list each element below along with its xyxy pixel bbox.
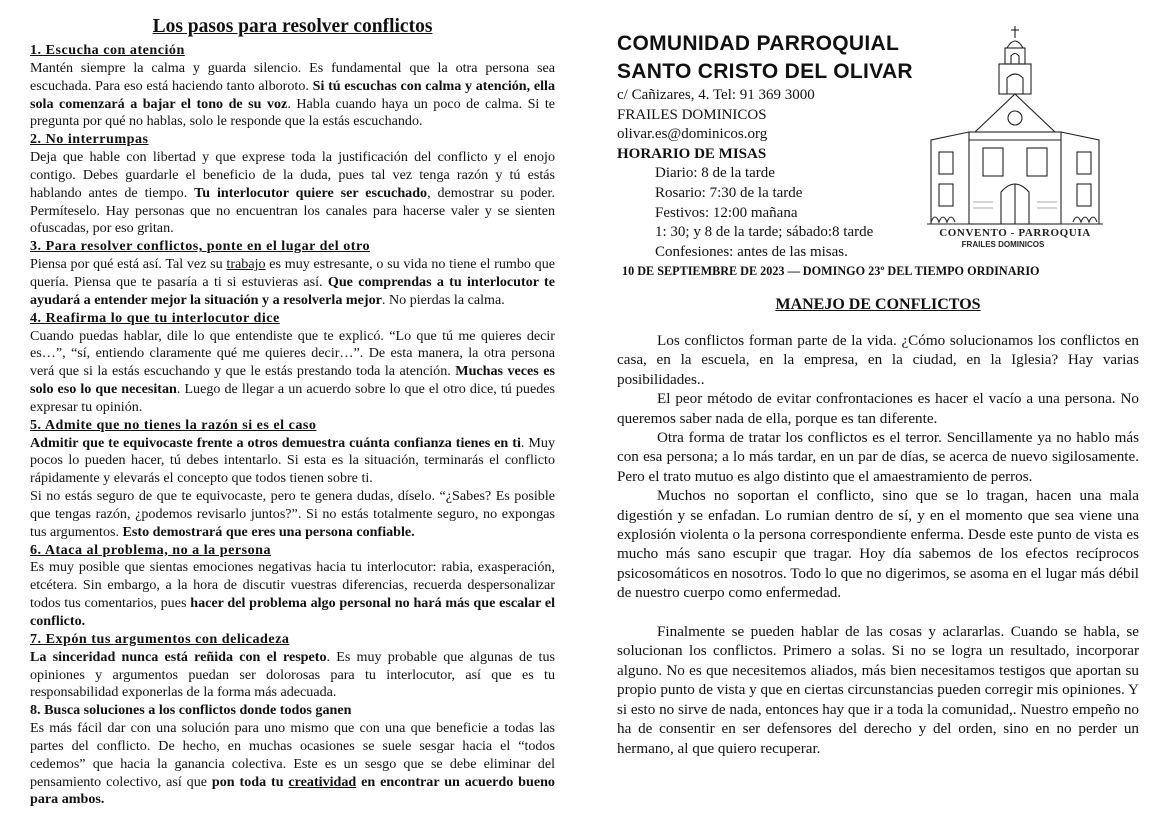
mass-schedule-item: Festivos: 12:00 mañana	[655, 204, 798, 221]
page-title: Los pasos para resolver conflictos	[152, 16, 433, 37]
parish-info	[617, 86, 917, 262]
step-4-text: Cuando puedas hablar, dile lo que entendiste que te explicó. “Lo que tú me quieres decir es…”, “sí, entiendo claramente qué me quieres decir…”. De esta manera, la otra persona verá que si la estás escuchando y que le estás prestando toda la atención. Muchas veces es solo eso lo que necesitan. Luego de llegar a un acuerdo sobre lo que el otro dice, tú puedes expresar tu opinión.	[30, 327, 555, 415]
step-8-heading: 8. Busca soluciones a los conflictos donde todos ganen	[30, 702, 352, 719]
step-4-heading: 4. Reafirma lo que tu interlocutor dice	[30, 309, 280, 326]
step-3-text: Piensa por qué está así. Tal vez su trabajo es muy estresante, o su vida no tiene el rumbo que quería. Piensa que te pasaría a ti si estuvieras así. Que comprendas a tu interlocutor te ayudará a entender mejor la situación y a resolverla mejor. No pierdas la calma.	[30, 256, 555, 308]
step-3-heading: 3. Para resolver conflictos, ponte en el lugar del otro	[30, 238, 370, 255]
step-7-text: La sinceridad nunca está reñida con el respeto. Es muy probable que algunas de tus opiniones y argumentos puedan ser dolorosas para tu interlocutor, así que es tu responsabilidad exponerlas de la forma más adecuada.	[30, 648, 555, 701]
article-paragraph: Los conflictos forman parte de la vida. ¿Cómo solucionamos los conflictos en casa, en la escuela, en la empresa, en la ciudad, en la Iglesia? Hay varias posibilidades..	[617, 332, 1139, 388]
step-2-heading: 2. No interrumpas	[30, 131, 149, 148]
step-7-heading: 7. Expón tus argumentos con delicadeza	[30, 630, 290, 647]
trabajo-link[interactable]: trabajo	[226, 256, 266, 273]
church-caption-2: FRAILES DOMINICOS	[961, 240, 1045, 249]
church-caption-1: CONVENTO - PARROQUIA	[939, 227, 1091, 239]
step-5-heading: 5. Admite que no tienes la razón si es el caso	[30, 416, 317, 433]
mass-schedule-item: Confesiones: antes de las misas.	[655, 243, 848, 260]
step-1-text: Mantén siempre la calma y guarda silencio. Es fundamental que la otra persona sea escuchada. Para eso está haciendo tanto alboroto. Si tú escuchas con calma y atención, ella sola comenzará a bajar el tono de su voz. Habla cuando haya un poco de calma. Si te pregunta por qué no hablas, solo le responde que la estás escuchando.	[30, 59, 555, 130]
step-1-heading: 1. Escucha con atención	[30, 42, 185, 58]
steps-list	[30, 42, 555, 809]
mass-schedule-title: HORARIO DE MISAS	[617, 145, 767, 162]
liturgical-date: 10 DE SEPTIEMBRE DE 2023 — DOMINGO 23º DEL TIEMPO ORDINARIO	[622, 264, 1040, 278]
step-5-text: Admitir que te equivocaste frente a otros demuestra cuánta confianza tienes en ti. Muy pocos lo pueden hacer, tú debes intentarlo. Si esta es la situación, terminarás el conflicto rápidamente y elevarás el concepto que todos tienen sobre ti.	[30, 434, 555, 487]
parish-address: c/ Cañizares, 4. Tel: 91 369 3000	[617, 87, 815, 103]
parish-name-line-1: COMUNIDAD PARROQUIAL	[617, 32, 900, 55]
article-paragraph: Muchos no soportan el conflicto, sino que se lo tragan, hacen una mala digestión y se enfadan. Lo rumian dentro de sí, y en el momento que sea viene una explosión violenta o la persona correspondiente enferma. Desde este punto de vista es mucho más sano escupir que tragar. Hoy día sabemos de los efectos recíprocos psicosomáticos en nosotros. Todo lo que no digerimos, se asoma en el lugar más débil de nuestro cuerpo como enfermedad.	[617, 487, 1139, 602]
left-page	[30, 0, 555, 826]
step-6-text: Es muy posible que sientas emociones negativas hacia tu interlocutor: rabia, exasperación, etcétera. Sin embargo, a la hora de discutir vuestras diferencias, recuerda despersonalizar todos tus comentarios, pues hacer del problema algo personal no hará más que escalar el conflicto.	[30, 559, 556, 629]
article-title: MANEJO DE CONFLICTOS	[775, 296, 981, 313]
parish-name-line-2: SANTO CRISTO DEL OLIVAR	[617, 60, 913, 83]
parish-friars: FRAILES DOMINICOS	[617, 106, 767, 123]
mass-schedule-item: 1: 30; y 8 de la tarde; sábado:8 tarde	[655, 224, 874, 241]
mass-schedule-item: Rosario: 7:30 de la tarde	[655, 184, 803, 201]
article-body	[617, 331, 1139, 758]
church-drawing	[923, 22, 1107, 250]
article-paragraph: El peor método de evitar confrontaciones es hacer el vacío a una persona. No queremos saber nada de ella, porque es tan diferente.	[617, 390, 1139, 427]
parish-header	[617, 30, 917, 262]
right-page	[617, 0, 1139, 826]
step-6-heading: 6. Ataca al problema, no a la persona	[30, 541, 272, 558]
article-paragraph: Finalmente se pueden hablar de las cosas y aclararlas. Cuando se habla, se solucionan los conflictos. Primero a solas. Si no se logra un resultado, incorporar alguno. No es que necesitemos aliados, más bien necesitamos testigos que aportan su propio punto de vista y que en ciertas circunstancias pueden corregir mis opiniones. Y si esto no sirve de nada, entonces hay que ir a toda la comunidad,. Nuestro empeño no ha de consentir en ser defensores del derecho y del orden, sino en no perder un hermano, al que quiero recuperar.	[617, 623, 1139, 757]
creatividad-link[interactable]: creatividad	[288, 773, 357, 790]
step-8-text: Es más fácil dar con una solución para uno mismo que con una que beneficie a todas las partes del conflicto. De hecho, en muchas ocasiones se suele sesgar hacia el “todos cedemos” que hacia la ganancia colectiva. Este es un sesgo que se debe eliminar del pensamiento colectivo, así que pon toda tu creatividad en encontrar un acuerdo bueno para ambos.	[30, 720, 555, 808]
parish-email[interactable]: olivar.es@dominicos.org	[617, 126, 768, 143]
step-5-text-2: Si no estás seguro de que te equivocaste, pero te genera dudas, díselo. “¿Sabes? Es posible que tengas razón, ¿podemos revisarlo juntos?”. Si no estás totalmente seguro, no expongas tus argumentos. Esto demostrará que eres una persona confiable.	[30, 488, 555, 540]
mass-schedule-item: Diario: 8 de la tarde	[655, 165, 775, 182]
article-paragraph: Otra forma de tratar los conflictos es el terror. Sencillamente ya no hablo más con esa persona; a lo más tardar, en un par de días, se acerca de nuevo sigilosamente. Pero el trato mutuo es algo distinto que el amaestramiento de perros.	[617, 429, 1139, 485]
step-2-text: Deja que hable con libertad y que exprese toda la justificación del conflicto y el enojo contigo. Debes guardarle el beneficio de la duda, pues tal vez tenga razón y tú estás hablando antes de tiempo. Tu interlocutor quiere ser escuchado, demostrar su poder. Permíteselo. Hay personas que no encuentran los canales para hacerse valer y se sienten ofuscadas, por eso gritan.	[30, 149, 555, 237]
